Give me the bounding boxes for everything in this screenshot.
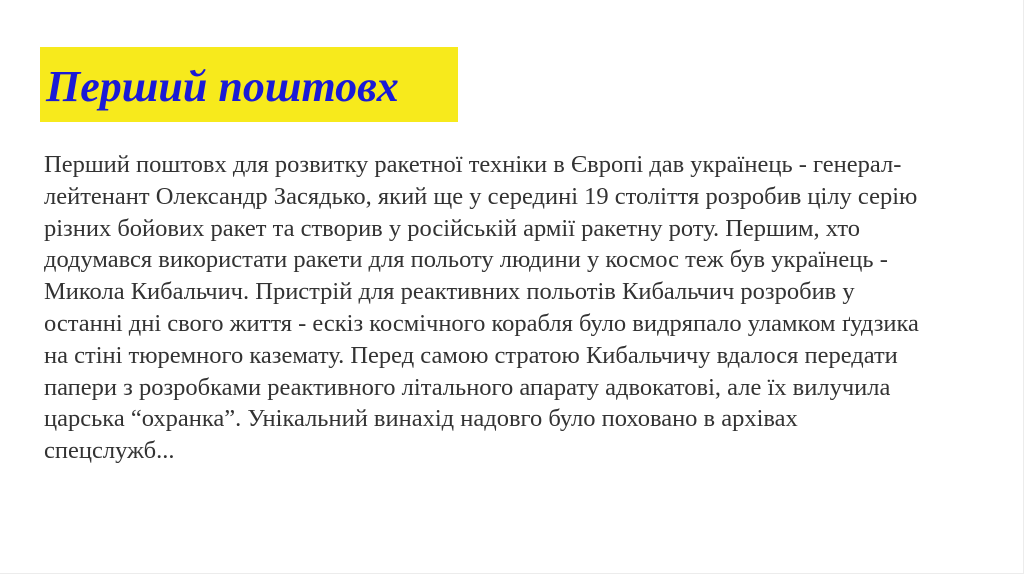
title-highlight-box [40,47,458,122]
body-line: Микола Кибальчич. Пристрій для реактивних польотів Кибальчич розробив у [44,278,855,306]
body-line: Перший поштовх для розвитку ракетної техніки в Європі дав українець - генерал- [44,151,902,178]
body-line: царська “охранка”. Унікальний винахід надовго було поховано в архівах [44,405,798,433]
body-line: спецслужб... [44,437,175,465]
body-line: папери з розробками реактивного літального апарату адвокатові, але їх вилучила [44,373,891,401]
body-line: останні дні свого життя - ескіз космічного корабля було видряпало уламком ґудзика [44,309,919,337]
body-line: додумався використати ракети для польоту людини у космос теж був українець - [44,246,888,274]
body-line: лейтенант Олександр Засядько, який ще у середині 19 століття розробив цілу серію [44,182,918,210]
body-line: на стіні тюремного каземату. Перед самою стратою Кибальчичу вдалося передати [44,341,898,369]
slide-title: Перший поштовх [46,62,399,111]
slide-body-text [44,149,974,467]
body-line: різних бойових ракет та створив у російській армії ракетну роту. Першим, хто [44,214,861,242]
